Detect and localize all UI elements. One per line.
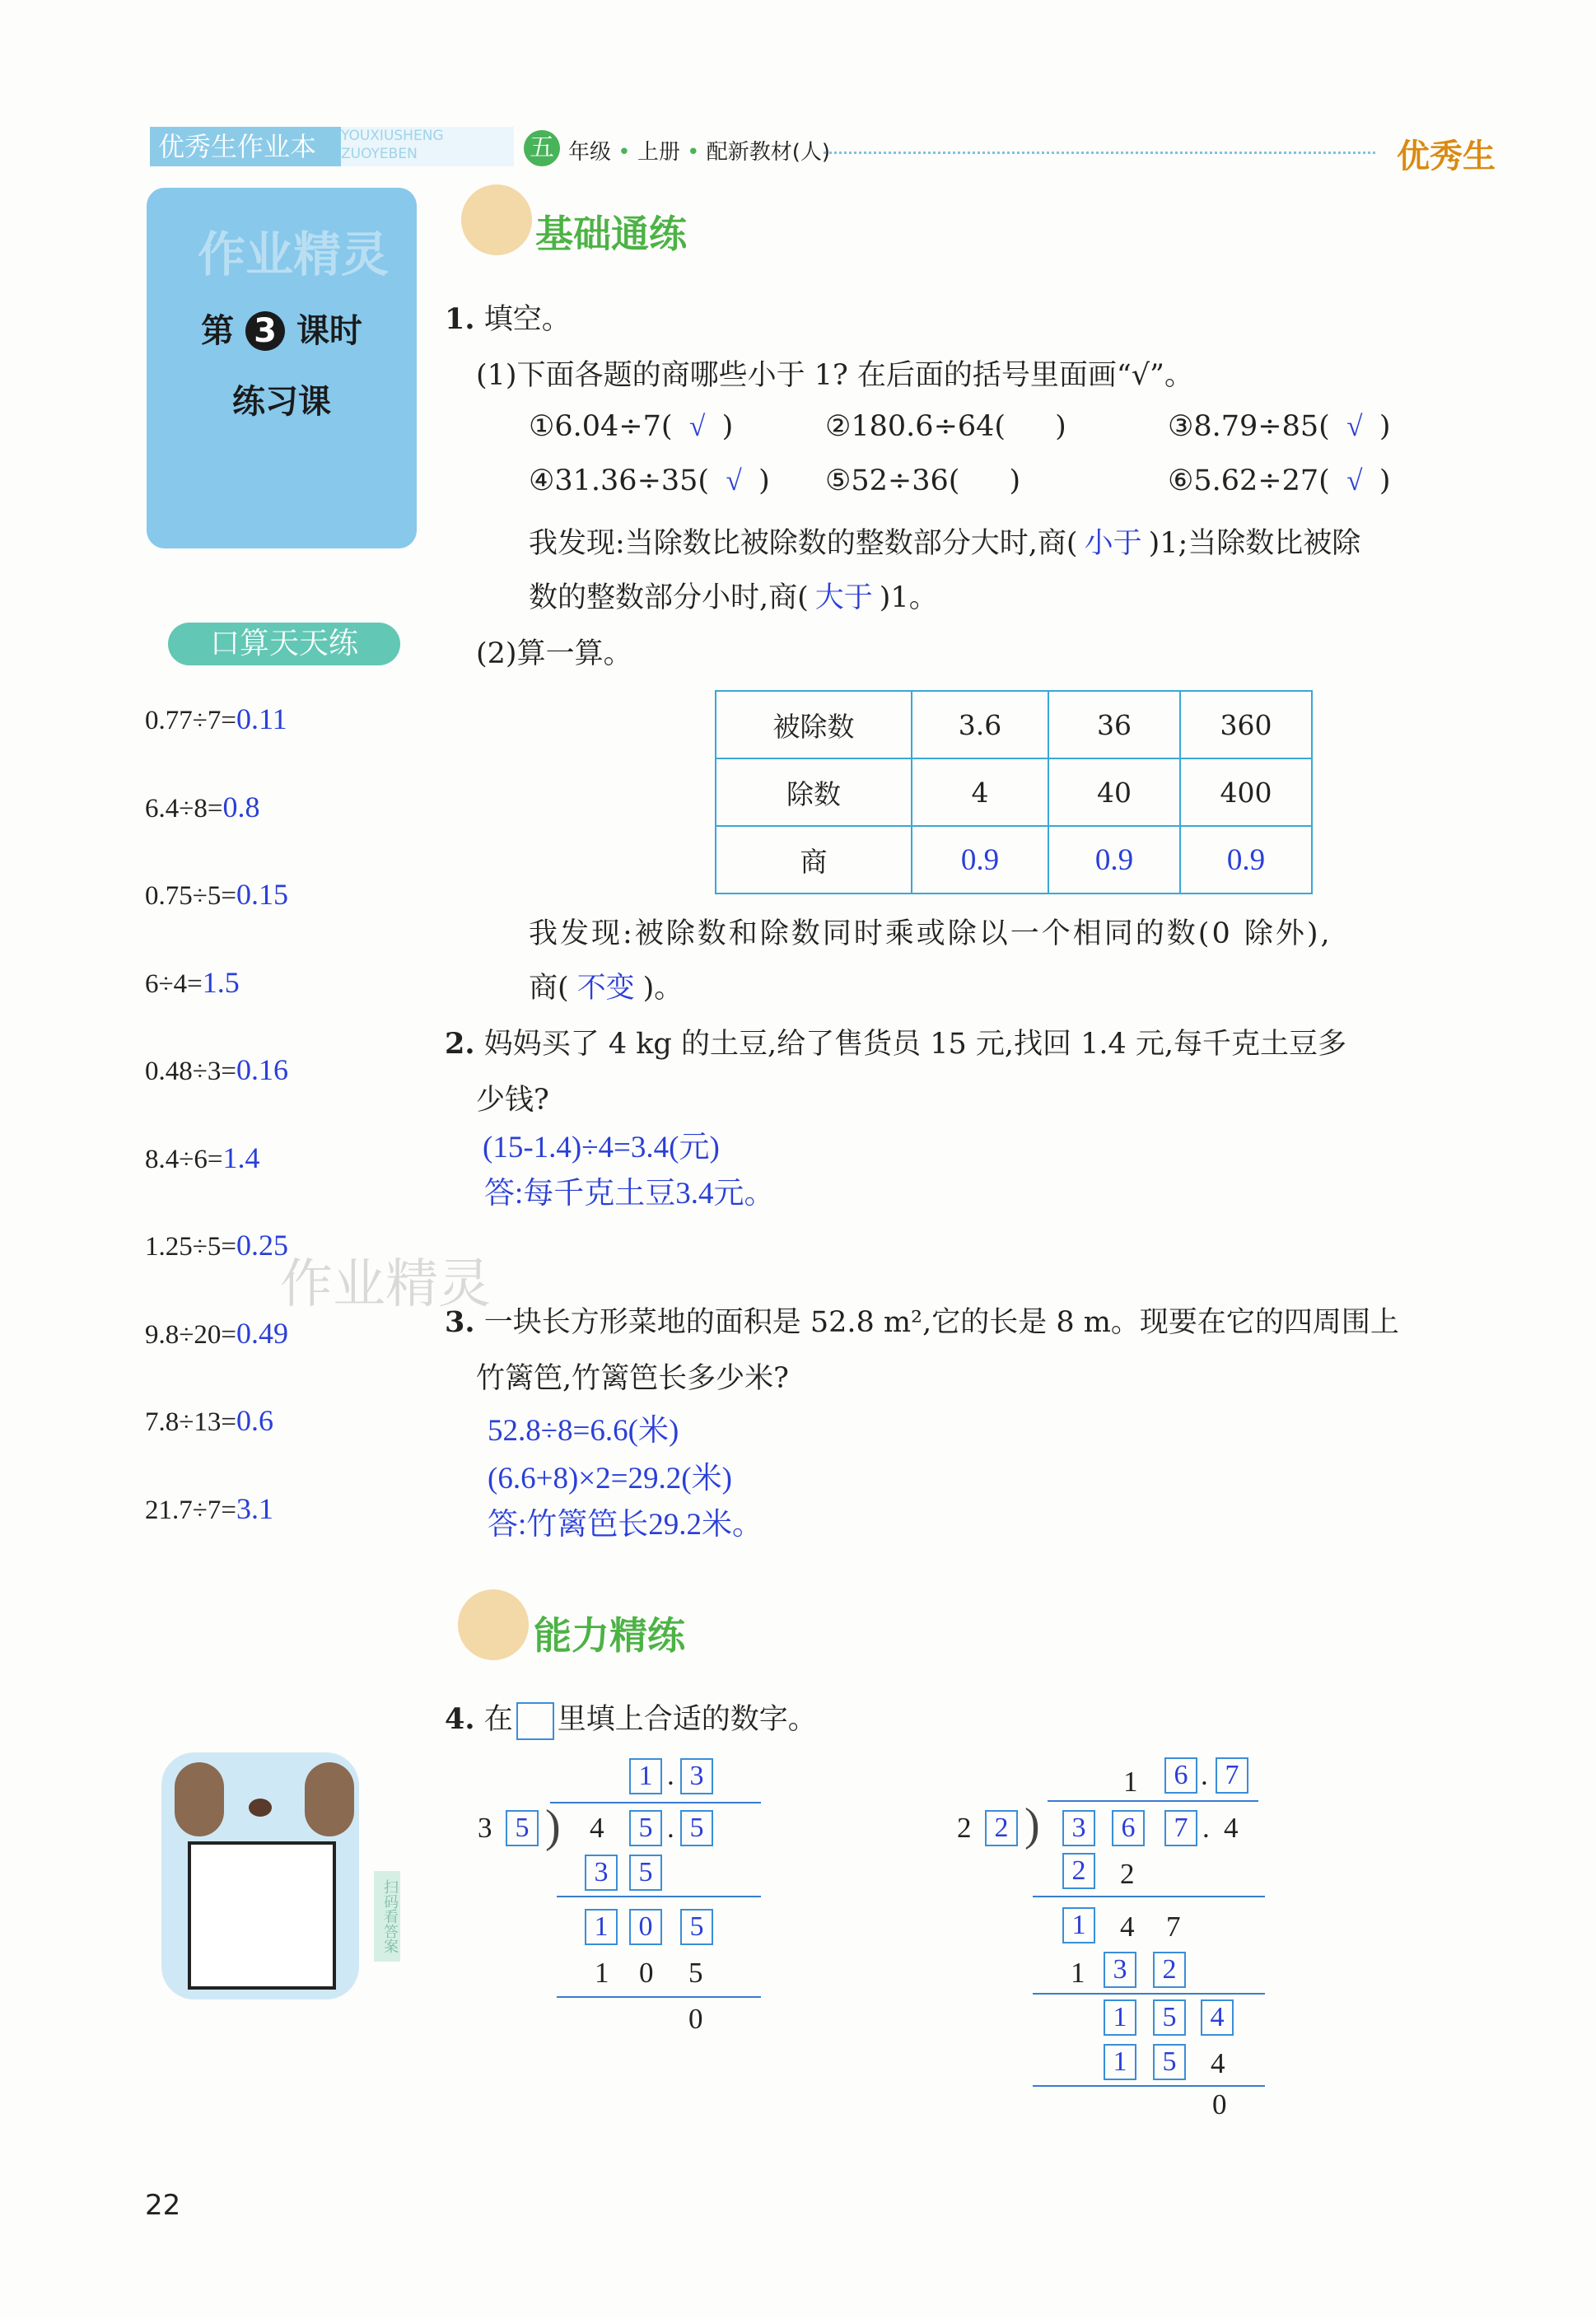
grade-label: 年级 <box>568 140 612 165</box>
digit-box[interactable]: 3 <box>1062 1810 1095 1846</box>
row-label-dividend: 被除数 <box>716 691 912 758</box>
oral-answer: 0.25 <box>236 1229 288 1262</box>
q1-part2-prompt: (2)算一算。 <box>476 637 632 670</box>
division-bar <box>550 1802 761 1803</box>
oral-item <box>145 1491 273 1526</box>
subtract-line <box>1033 2085 1265 2087</box>
finding-1-text-c: 数的整数部分小时,商( <box>529 581 809 614</box>
section-ability-heading: 能力精练 <box>534 1613 685 1658</box>
remainder-digit: 0 <box>1212 2088 1227 2121</box>
q1-item-checkmark[interactable]: √ <box>688 410 706 442</box>
oral-question: 9.8÷20= <box>145 1319 236 1350</box>
decimal-point: . <box>1201 1759 1208 1791</box>
subtract-line <box>557 1996 761 1998</box>
oral-item <box>145 1316 288 1351</box>
q2-line1 <box>445 1021 1346 1062</box>
q1-finding-1b <box>529 575 938 616</box>
oral-question: 8.4÷6= <box>145 1144 223 1174</box>
q4-number: 4. <box>445 1702 475 1736</box>
oral-practice-heading: 口算天天练 <box>168 623 400 665</box>
fixed-digit: 4 <box>590 1812 604 1844</box>
q2-answer-1: (15-1.4)÷4=3.4(元) <box>483 1131 720 1164</box>
q1-item <box>1168 464 1390 497</box>
q4-text-pre: 在 <box>483 1703 513 1736</box>
oral-item <box>145 1052 288 1087</box>
brand-pinyin-2: ZUOYEBEN <box>341 146 418 162</box>
fixed-digit: 5 <box>688 1957 703 1989</box>
q1-item-expr: ②180.6÷64( <box>825 410 1006 443</box>
q1-finding-1a <box>529 520 1360 562</box>
finding-2-text-c: )。 <box>642 972 684 1005</box>
subtract-line <box>1033 1993 1265 1995</box>
q2-number: 2. <box>445 1027 475 1061</box>
fixed-digit: 0 <box>639 1957 654 1989</box>
q1-item-close: ) <box>1379 464 1391 497</box>
term-label: 上册 <box>637 140 680 165</box>
decimal-point: . <box>667 1812 674 1844</box>
digit-box[interactable]: 1 <box>1104 1999 1136 2036</box>
oral-answer: 1.5 <box>202 965 240 999</box>
division-table <box>715 690 1313 894</box>
q3-text-1: 一块长方形菜地的面积是 52.8 m²,它的长是 8 m。现要在它的四周围上 <box>483 1306 1399 1339</box>
grade-info: 年级 • 上册 • 配新教材(人) <box>568 140 831 165</box>
q1-item-checkmark[interactable]: √ <box>726 464 742 497</box>
digit-box[interactable]: 5 <box>680 1909 713 1945</box>
fixed-digit: 3 <box>478 1812 492 1844</box>
q1-item-close: ) <box>1379 410 1391 443</box>
oral-item <box>145 965 240 1000</box>
brand-pinyin-1: YOUXIUSHENG <box>341 128 444 144</box>
digit-box[interactable]: 5 <box>1153 1999 1186 2036</box>
oral-question: 6.4÷8= <box>145 793 223 824</box>
brand-pinyin <box>341 127 514 166</box>
digit-box[interactable]: 6 <box>1164 1757 1197 1794</box>
dog-left-ear <box>175 1762 224 1836</box>
q1-finding-2a: 我发现:被除数和除数同时乘或除以一个相同的数(0 除外), <box>529 917 1332 950</box>
digit-box[interactable]: 7 <box>1216 1757 1248 1794</box>
quotient-cell-1: 0.9 <box>912 826 1048 894</box>
finding-1-text-d: )1。 <box>879 581 938 614</box>
fixed-digit: 2 <box>1120 1858 1135 1890</box>
oral-question: 6÷4= <box>145 968 203 999</box>
divisor-cell-2: 40 <box>1048 758 1180 826</box>
q1-item <box>825 464 1020 497</box>
oral-answer: 1.4 <box>222 1141 260 1174</box>
lesson-subtitle: 练习课 <box>232 383 331 421</box>
digit-box[interactable]: 0 <box>629 1909 662 1945</box>
q1-item-expr: ⑥5.62÷27( <box>1168 464 1330 497</box>
subtract-line <box>557 1896 761 1897</box>
dividend-cell-2: 36 <box>1048 691 1180 758</box>
fixed-digit: 7 <box>1166 1911 1181 1943</box>
table-row-quotient <box>716 826 1312 894</box>
row-label-quotient: 商 <box>716 826 912 894</box>
q1-item-expr: ⑤52÷36( <box>825 464 960 497</box>
girl-reading-icon <box>458 1589 529 1660</box>
digit-box[interactable]: 1 <box>629 1758 662 1794</box>
oral-question: 7.8÷13= <box>145 1407 236 1437</box>
q1-item <box>529 464 770 497</box>
digit-box[interactable]: 2 <box>985 1810 1018 1846</box>
q1-item-close: ) <box>758 464 770 497</box>
finding-2-answer: 不变 <box>576 972 635 1004</box>
fixed-digit: 4 <box>1120 1911 1135 1943</box>
oral-item <box>145 1141 259 1175</box>
page-number: 22 <box>145 2189 181 2222</box>
digit-box[interactable]: 3 <box>1104 1952 1136 1988</box>
q1-part1-prompt: (1)下面各题的商哪些小于 1? 在后面的括号里面画“√”。 <box>476 359 1193 392</box>
qr-code-icon[interactable] <box>188 1841 336 1990</box>
divisor-cell-3: 400 <box>1180 758 1312 826</box>
division-bracket: ) <box>545 1801 561 1852</box>
quotient-cell-3: 0.9 <box>1180 826 1312 894</box>
publisher-logo: 优秀生 <box>1397 138 1496 175</box>
oral-answer: 0.11 <box>236 702 287 735</box>
q3-line1 <box>445 1299 1399 1341</box>
digit-box[interactable]: 1 <box>1104 2044 1136 2080</box>
digit-box[interactable]: 3 <box>680 1758 713 1794</box>
q4-prompt <box>445 1696 817 1740</box>
boy-reading-icon <box>461 184 532 255</box>
digit-box[interactable]: 6 <box>1112 1810 1145 1846</box>
oral-answer: 0.15 <box>236 878 288 911</box>
finding-1-answer-1: 小于 <box>1084 527 1142 559</box>
row-label-divisor: 除数 <box>716 758 912 826</box>
q4-text-post: 里填上合适的数字。 <box>557 1703 817 1736</box>
digit-box[interactable]: 7 <box>1164 1810 1197 1846</box>
q3-line2: 竹篱笆,竹篱笆长多少米? <box>476 1362 789 1395</box>
oral-item <box>145 1403 273 1438</box>
subtract-line <box>1033 1896 1265 1897</box>
oral-item <box>145 790 259 824</box>
q1-item-close: ) <box>1009 464 1021 497</box>
q1-item-checkmark[interactable]: √ <box>1346 464 1363 497</box>
q1-title-text: 填空。 <box>483 303 571 336</box>
q3-answer-3: 答:竹篱笆长29.2米。 <box>488 1508 763 1542</box>
table-row-dividend <box>716 691 1312 758</box>
oral-item <box>145 877 288 912</box>
oral-question: 0.77÷7= <box>145 706 236 735</box>
q1-item <box>1168 410 1390 443</box>
q1-item-checkmark[interactable]: √ <box>1346 410 1363 442</box>
fixed-digit: 1 <box>1123 1766 1138 1798</box>
grade-badge: 五 <box>524 130 560 166</box>
digit-box[interactable]: 1 <box>1062 1907 1095 1943</box>
q1-item-expr: ①6.04÷7( <box>529 410 673 443</box>
digit-box[interactable]: 5 <box>1153 2044 1186 2080</box>
digit-box[interactable]: 4 <box>1201 1999 1234 2036</box>
oral-question: 1.25÷5= <box>145 1232 236 1262</box>
q1-item-close: ) <box>1055 410 1066 443</box>
q1-item-expr: ③8.79÷85( <box>1168 410 1330 443</box>
oral-question: 0.48÷3= <box>145 1057 236 1086</box>
remainder-digit: 0 <box>688 2003 703 2035</box>
q2-line2: 少钱? <box>476 1084 549 1117</box>
division-bracket: ) <box>1024 1799 1040 1850</box>
digit-box[interactable]: 5 <box>629 1810 662 1846</box>
decimal-point: . <box>667 1759 674 1791</box>
quotient-cell-2: 0.9 <box>1048 826 1180 894</box>
decimal-point: . <box>1202 1812 1210 1844</box>
q1-item <box>825 410 1066 443</box>
brand-banner: 优秀生作业本 <box>150 127 341 166</box>
q1-finding-2b <box>529 965 683 1006</box>
dividend-cell-1: 3.6 <box>912 691 1048 758</box>
oral-item <box>145 1228 288 1262</box>
oral-question: 21.7÷7= <box>145 1495 236 1525</box>
lesson-number: 3 <box>245 311 285 351</box>
q3-number: 3. <box>445 1305 475 1339</box>
lesson-title <box>147 305 417 352</box>
fixed-digit: 1 <box>595 1957 609 1989</box>
digit-box[interactable]: 3 <box>585 1855 618 1891</box>
lesson-title-post: 课时 <box>296 312 362 350</box>
watermark-text: 作业精灵 <box>280 1254 491 1315</box>
lesson-watermark: 作业精灵 <box>198 226 390 282</box>
oral-item <box>145 702 287 736</box>
dog-nose-icon <box>249 1799 272 1817</box>
q3-answer-1: 52.8÷8=6.6(米) <box>488 1414 679 1448</box>
division-bar <box>1048 1800 1258 1802</box>
oral-answer: 0.6 <box>236 1404 273 1437</box>
digit-box[interactable]: 5 <box>629 1855 662 1891</box>
digit-box[interactable]: 2 <box>1062 1853 1095 1889</box>
q1-number: 1. <box>445 302 475 336</box>
q2-answer-2: 答:每千克土豆3.4元。 <box>484 1177 775 1211</box>
finding-1-answer-2: 大于 <box>814 581 873 614</box>
oral-answer: 3.1 <box>236 1491 273 1525</box>
dog-right-ear <box>305 1762 354 1836</box>
digit-box[interactable]: 5 <box>506 1810 539 1846</box>
oral-answer: 0.8 <box>222 790 260 824</box>
edition-label: 配新教材(人) <box>706 140 831 165</box>
dividend-cell-3: 360 <box>1180 691 1312 758</box>
q1-item-expr: ④31.36÷35( <box>529 464 710 497</box>
oral-question: 0.75÷5= <box>145 881 236 911</box>
fixed-digit: 1 <box>1071 1957 1085 1989</box>
oral-answer: 0.16 <box>236 1053 288 1086</box>
divisor-cell-1: 4 <box>912 758 1048 826</box>
finding-1-text-a: 我发现:当除数比被除数的整数部分大时,商( <box>529 527 1078 560</box>
fixed-digit: 4 <box>1224 1812 1239 1844</box>
q4-sample-box <box>516 1702 554 1740</box>
q3-answer-2: (6.6+8)×2=29.2(米) <box>488 1462 732 1495</box>
table-row-divisor <box>716 758 1312 826</box>
q1-item <box>529 410 733 443</box>
q2-text-1: 妈妈买了 4 kg 的土豆,给了售货员 15 元,找回 1.4 元,每千克土豆多 <box>483 1028 1347 1061</box>
digit-box[interactable]: 5 <box>680 1810 713 1846</box>
section-basic-heading: 基础通练 <box>535 212 687 256</box>
header-divider <box>824 152 1375 154</box>
digit-box[interactable]: 2 <box>1153 1952 1186 1988</box>
q1-title <box>445 296 571 338</box>
fixed-digit: 2 <box>957 1812 972 1844</box>
qr-side-label: 扫码看答案 <box>374 1871 400 1962</box>
finding-2-text-b: 商( <box>529 972 569 1005</box>
finding-1-text-b: )1;当除数比被除 <box>1148 527 1361 560</box>
digit-box[interactable]: 1 <box>585 1909 618 1945</box>
fixed-digit: 4 <box>1211 2047 1225 2079</box>
oral-answer: 0.49 <box>236 1316 288 1350</box>
lesson-title-pre: 第 <box>201 312 235 350</box>
q1-item-close: ) <box>721 410 734 443</box>
